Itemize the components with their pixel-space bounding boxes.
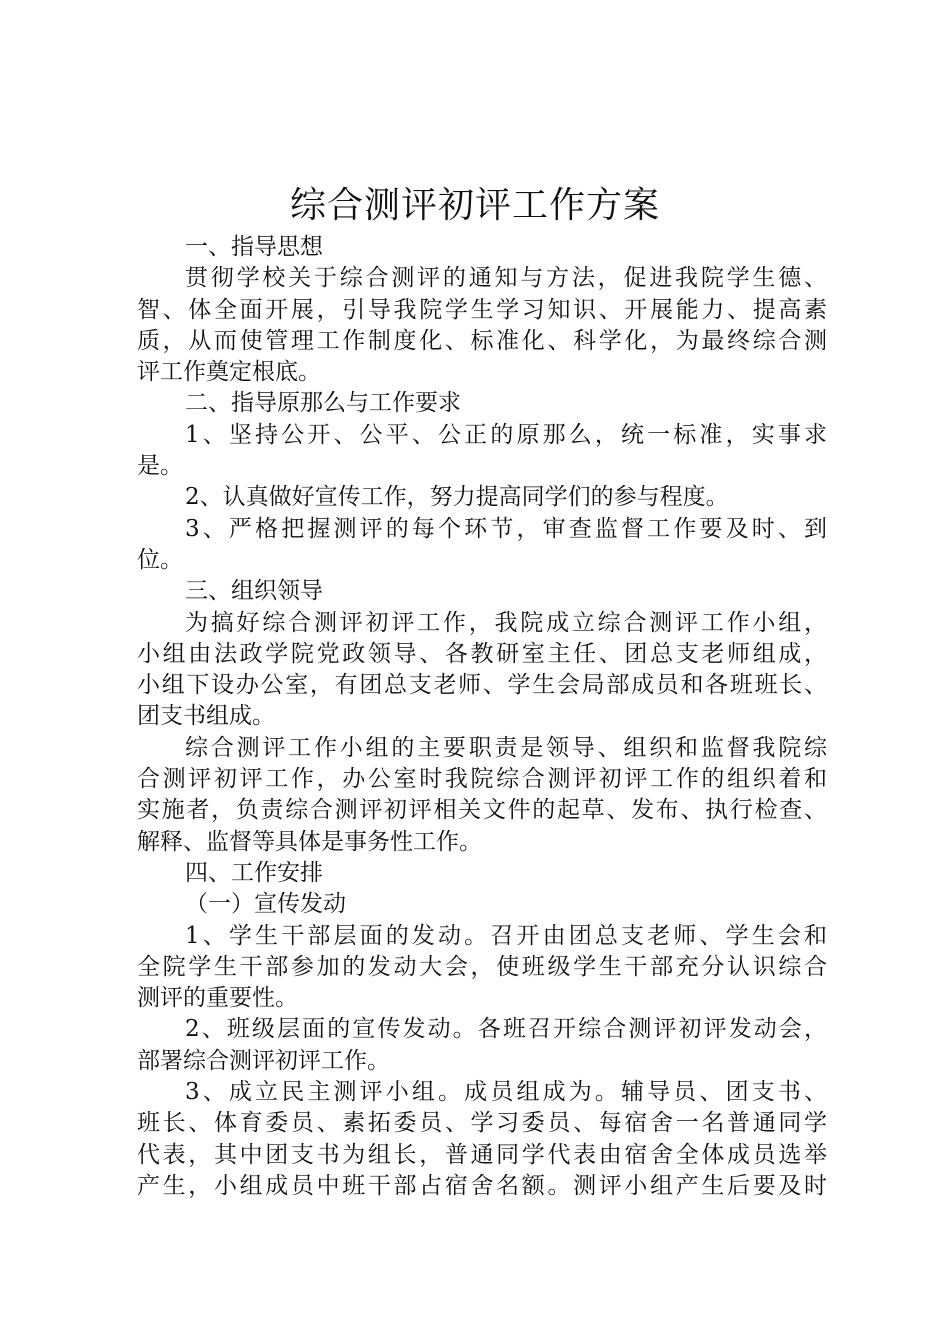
paragraph-line: 测评的重要性。 [137,985,298,1012]
paragraph-line: 实施者，负责综合测评初评相关文件的起草、发布、执行检查、 [137,797,827,824]
paragraph-line: 评工作奠定根底。 [137,359,321,386]
paragraph-line: 团支书组成。 [137,703,275,730]
paragraph-line: 贯彻学校关于综合测评的通知与方法，促进我院学生德、 [185,265,827,292]
section-heading-1: 一、指导思想 [185,234,323,260]
paragraph-line: 全院学生干部参加的发动大会，使班级学生干部充分认识综合 [137,953,827,980]
paragraph-line: 1、学生干部层面的发动。召开由团总支老师、学生会和 [185,922,827,949]
paragraph-line: 2、认真做好宣传工作，努力提高同学们的参与程度。 [185,484,729,511]
paragraph-line: 代表，其中团支书为组长，普通同学代表由宿舍全体成员选举 [137,1141,827,1168]
paragraph-line: 小组下设办公室，有团总支老师、学生会局部成员和各班班长、 [137,672,827,699]
paragraph-line: 合测评初评工作，办公室时我院综合测评初评工作的组织着和 [137,766,827,793]
paragraph-line: 部署综合测评初评工作。 [137,1047,390,1074]
section-heading-3: 三、组织领导 [185,578,323,605]
paragraph-line: 位。 [137,546,183,573]
document-title: 综合测评初评工作方案 [289,185,660,226]
paragraph-line: 为搞好综合测评初评工作，我院成立综合测评工作小组， [185,609,827,636]
paragraph-line: 产生，小组成员中班干部占宿舍名额。测评小组产生后要及时 [137,1172,827,1199]
paragraph-line: 3、严格把握测评的每个环节，审查监督工作要及时、到 [185,515,827,542]
paragraph-line: 班长、体育委员、素拓委员、学习委员、每宿舍一名普通同学 [137,1110,827,1137]
paragraph-line: 3、成立民主测评小组。成员组成为。辅导员、团支书、 [185,1079,827,1106]
section-heading-2: 二、指导原那么与工作要求 [185,390,461,417]
paragraph-line: 2、班级层面的宣传发动。各班召开综合测评初评发动会， [185,1016,827,1043]
paragraph-line: 小组由法政学院党政领导、各教研室主任、团总支老师组成， [137,640,827,667]
document-body [137,232,827,1202]
section-heading-4: 四、工作安排 [185,859,323,886]
paragraph-line: 解释、监督等具体是事务性工作。 [137,828,482,855]
paragraph-line: 是。 [137,453,183,480]
paragraph-line: 1、坚持公开、公平、公正的原那么，统一标准，实事求 [185,421,827,448]
subsection-heading: （一）宣传发动 [185,891,346,918]
paragraph-line: 智、体全面开展，引导我院学生学习知识、开展能力、提高素 [137,296,827,323]
paragraph-line: 综合测评工作小组的主要职责是领导、组织和监督我院综 [185,734,827,761]
paragraph-line: 质，从而使管理工作制度化、标准化、科学化，为最终综合测 [137,327,827,354]
